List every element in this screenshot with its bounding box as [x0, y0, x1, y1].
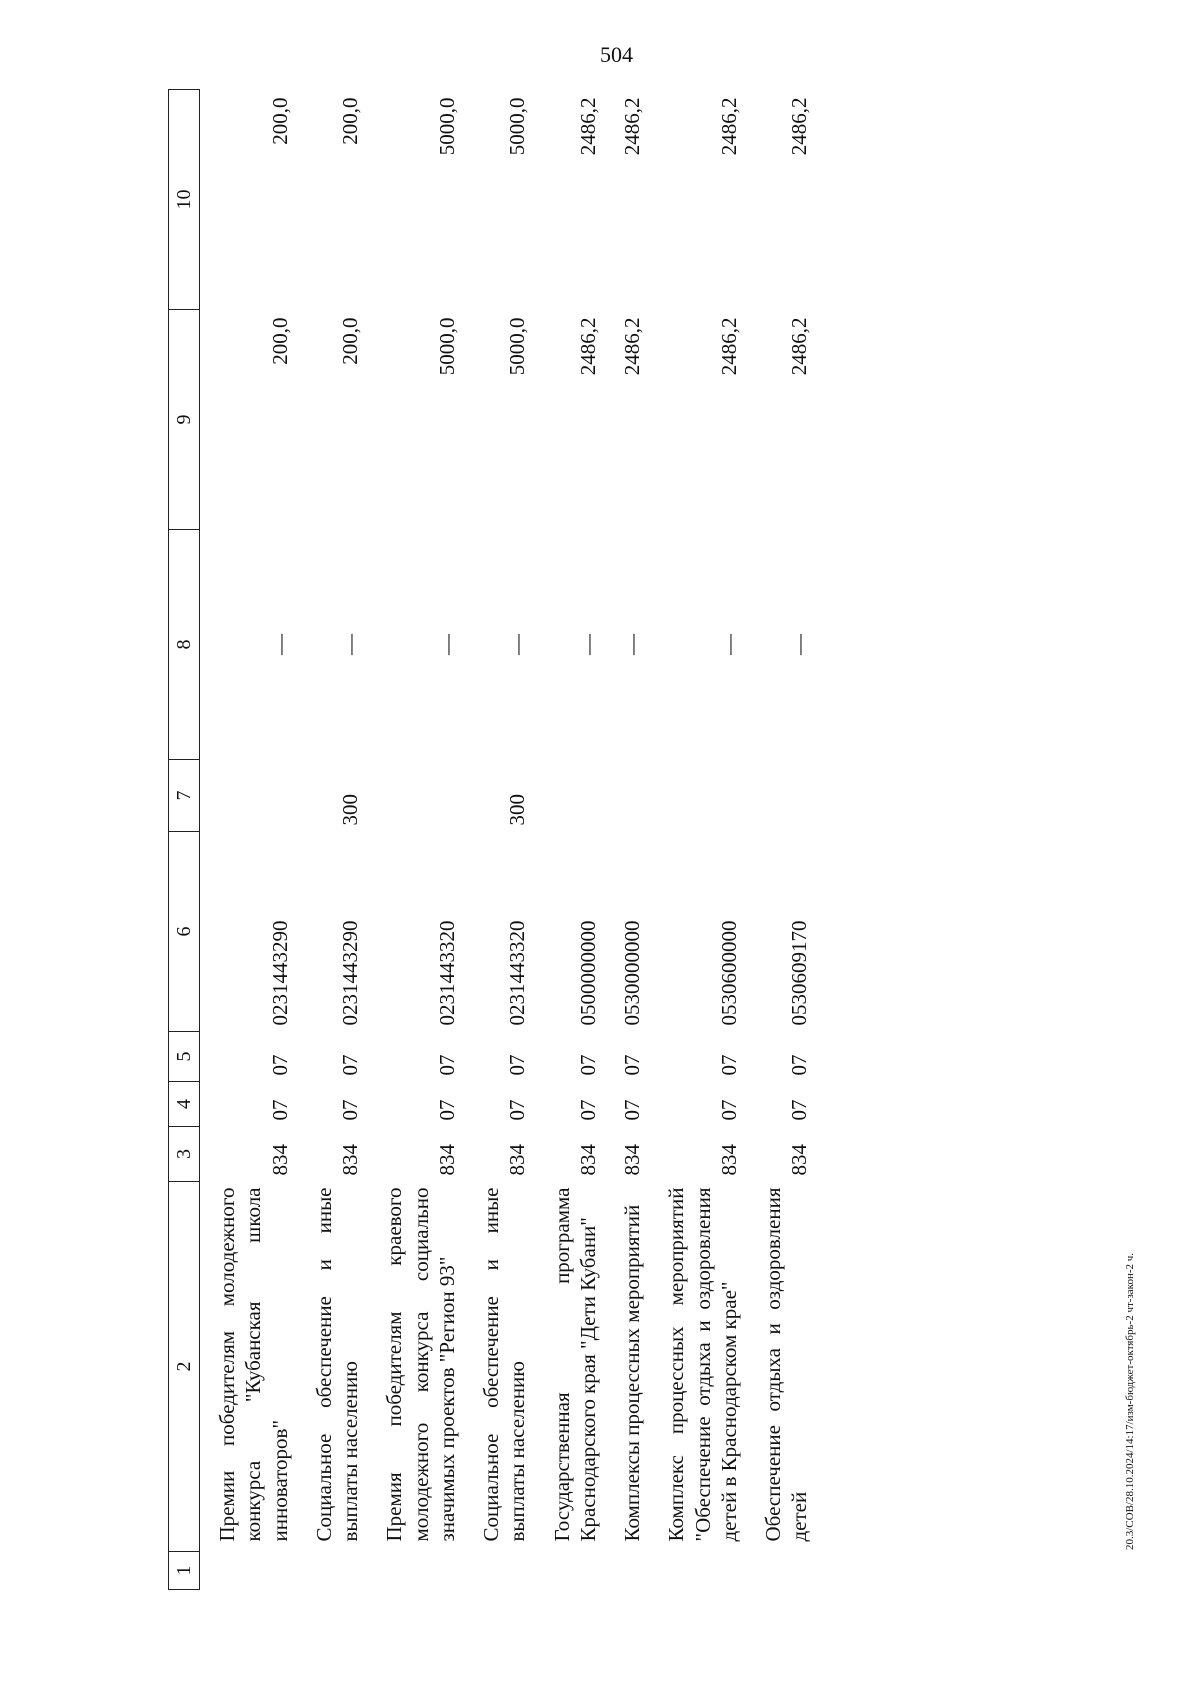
row-cell-c3: 834 [434, 1144, 459, 1176]
row-cell-c7 [367, 760, 464, 832]
row-cell-c6: 0500000000 [575, 920, 600, 1026]
row-index-cell [367, 1552, 464, 1590]
table-row [535, 90, 606, 1590]
row-name-cell: Премия победителям краевого молодежного конкурса социально значимых проектов "Регион 93" [382, 1187, 459, 1542]
row-cell-c6: 0530609170 [787, 920, 812, 1026]
row-cell-c6: 0231443290 [338, 920, 362, 1026]
row-name-cell: Социальное обеспечение и иные выплаты населению [311, 1187, 362, 1542]
row-cell-c5: 07 [575, 1054, 600, 1076]
row-cell-c8: — [505, 634, 530, 655]
row-cell-c8: — [267, 634, 292, 655]
column-header: 5 [169, 1032, 200, 1082]
row-name-cell: Обеспечение отдыха и оздоровления детей [761, 1187, 812, 1542]
row-cell-c5: 07 [267, 1054, 292, 1076]
row-index-cell [200, 1552, 297, 1590]
row-cell-c10: 2486,2 [620, 97, 644, 156]
row-cell-c7 [649, 760, 746, 832]
row-cell-c9: 200,0 [267, 317, 292, 365]
row-cell-c3: 834 [787, 1144, 812, 1176]
table-row [605, 90, 649, 1590]
table-row [367, 90, 464, 1590]
footer-code: 20.3/СОВ/28.10.2024/14:17/изм-бюджет-октябрь-2 чт-закон-2 ч. [1124, 1252, 1136, 1550]
row-cell-c6: 0530000000 [620, 920, 644, 1026]
column-header: 4 [169, 1082, 200, 1127]
budget-table-rotated [168, 90, 817, 1590]
row-cell-c7 [200, 760, 297, 832]
row-cell-c4: 07 [338, 1099, 362, 1121]
row-cell-c10: 5000,0 [505, 97, 530, 156]
row-name-cell: Комплексы процессных мероприятий [620, 1204, 644, 1542]
row-cell-c9: 2486,2 [575, 317, 600, 376]
row-cell-c9: 2486,2 [716, 317, 741, 376]
table-body [200, 90, 817, 1590]
row-cell-c10: 2486,2 [716, 97, 741, 156]
row-cell-c7 [535, 760, 606, 832]
row-name-cell: Социальное обеспечение и иные выплаты населению [479, 1187, 530, 1542]
row-cell-c3: 834 [267, 1144, 292, 1176]
row-cell-c10: 200,0 [267, 97, 292, 145]
row-cell-c7: 300 [338, 794, 362, 826]
table-row [200, 90, 297, 1590]
column-header: 10 [169, 90, 200, 310]
row-cell-c5: 07 [505, 1054, 530, 1076]
row-cell-c4: 07 [434, 1099, 459, 1121]
table-row [464, 90, 535, 1590]
row-cell-c5: 07 [716, 1054, 741, 1076]
row-index-cell [535, 1552, 606, 1590]
row-cell-c6: 0231443320 [505, 920, 530, 1026]
row-name-cell: Премии победителям молодежного конкурса "Кубанская школа инноваторов" [215, 1187, 292, 1542]
page-number: 504 [600, 42, 633, 67]
row-index-cell [649, 1552, 746, 1590]
row-cell-c8: — [434, 634, 459, 655]
row-cell-c3: 834 [716, 1144, 741, 1176]
row-cell-c9: 5000,0 [434, 317, 459, 376]
row-cell-c7: 300 [505, 794, 530, 826]
row-cell-c3: 834 [620, 1144, 644, 1176]
row-cell-c4: 07 [575, 1099, 600, 1121]
row-cell-c3: 834 [575, 1144, 600, 1176]
row-cell-c5: 07 [787, 1054, 812, 1076]
column-header: 2 [169, 1182, 200, 1552]
row-index-cell [464, 1552, 535, 1590]
column-header: 9 [169, 310, 200, 530]
row-cell-c10: 5000,0 [434, 97, 459, 156]
row-cell-c6: 0231443290 [267, 920, 292, 1026]
row-cell-c9: 2486,2 [787, 317, 812, 376]
row-cell-c10: 200,0 [338, 97, 362, 145]
column-header: 8 [169, 530, 200, 760]
row-index-cell [605, 1552, 649, 1590]
table-row [297, 90, 368, 1590]
row-index-cell [746, 1552, 817, 1590]
row-name-cell: Комплекс процессных мероприятий "Обеспечение отдыха и оздоровления детей в Краснодарском крае" [664, 1187, 741, 1542]
column-header: 3 [169, 1127, 200, 1182]
row-cell-c6: 0231443320 [434, 920, 459, 1026]
column-header: 6 [169, 832, 200, 1032]
row-cell-c9: 200,0 [338, 317, 362, 365]
row-cell-c8: — [716, 634, 741, 655]
row-cell-c3: 834 [505, 1144, 530, 1176]
table-row [649, 90, 746, 1590]
row-cell-c9: 2486,2 [620, 317, 644, 376]
row-cell-c5: 07 [338, 1054, 362, 1076]
row-cell-c6: 0530600000 [716, 920, 741, 1026]
budget-table [168, 89, 817, 1590]
row-cell-c4: 07 [267, 1099, 292, 1121]
row-cell-c5: 07 [434, 1054, 459, 1076]
row-cell-c4: 07 [505, 1099, 530, 1121]
row-cell-c3: 834 [338, 1144, 362, 1176]
table-row [746, 90, 817, 1590]
row-cell-c9: 5000,0 [505, 317, 530, 376]
row-cell-c4: 07 [620, 1099, 644, 1121]
row-index-cell [297, 1552, 368, 1590]
row-cell-c4: 07 [716, 1099, 741, 1121]
row-cell-c8: — [575, 634, 600, 655]
row-cell-c5: 07 [620, 1054, 644, 1076]
row-cell-c8: — [338, 634, 362, 655]
row-cell-c8: — [787, 634, 812, 655]
table-header-row [169, 90, 200, 1590]
row-cell-c8: — [620, 634, 644, 655]
column-header: 1 [169, 1552, 200, 1590]
column-header: 7 [169, 760, 200, 832]
row-cell-c7 [605, 760, 649, 832]
row-cell-c7 [746, 760, 817, 832]
row-cell-c10: 2486,2 [787, 97, 812, 156]
row-cell-c10: 2486,2 [575, 97, 600, 156]
row-cell-c4: 07 [787, 1099, 812, 1121]
row-name-cell: Государственная программа Краснодарского края "Дети Кубани" [549, 1187, 600, 1542]
